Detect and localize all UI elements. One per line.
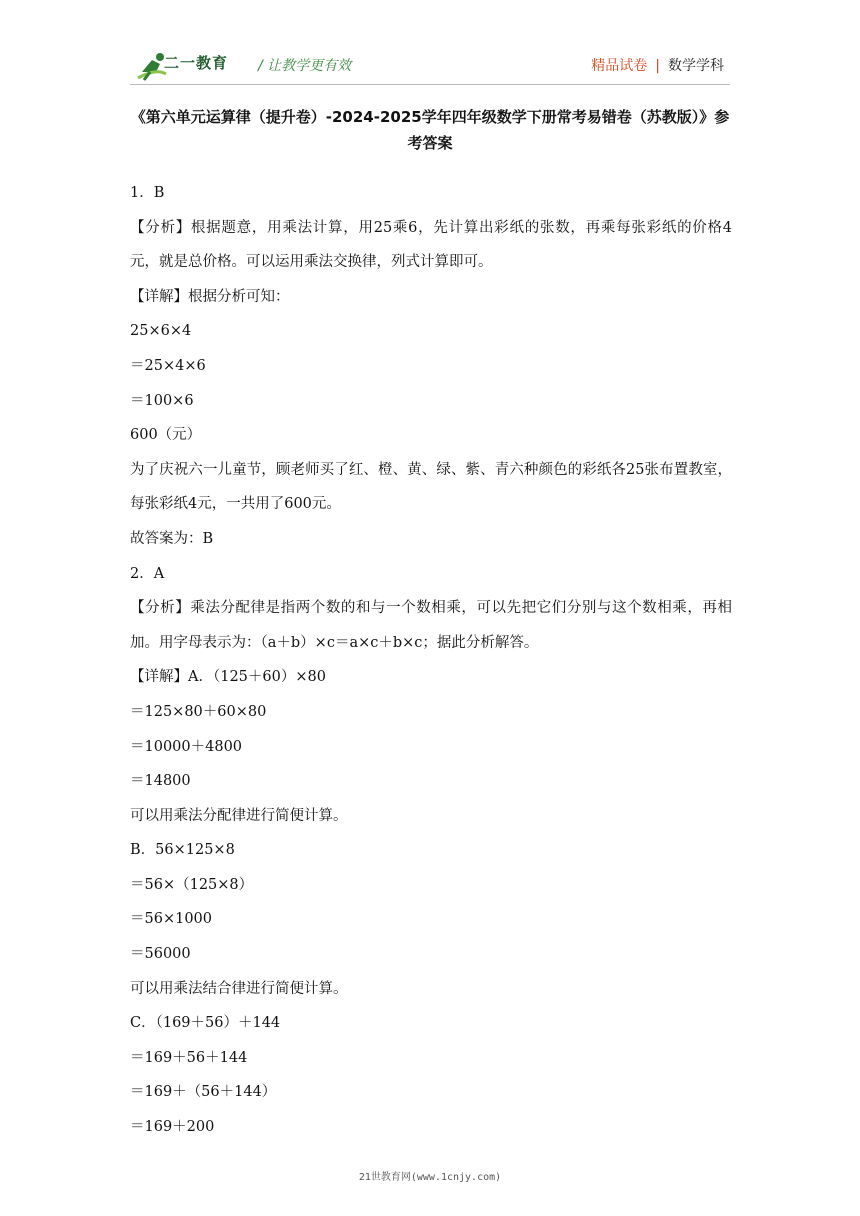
calc-line: ＝169＋56＋144 [130, 1049, 248, 1066]
note-line: 可以用乘法结合律进行简便计算。 [130, 980, 348, 997]
calc-line: ＝56×（125×8） [130, 876, 254, 893]
calc-line: ＝100×6 [130, 392, 194, 409]
header-tags [591, 55, 724, 75]
explanation-paragraph: 为了庆祝六一儿童节，顾老师买了红、橙、黄、绿、紫、青六种颜色的彩纸各25张布置教室，每张彩纸4元，一共用了600元。 [130, 461, 732, 513]
calc-line: ＝14800 [130, 773, 191, 790]
calc-line: ＝10000＋4800 [130, 738, 243, 755]
tag-separator: | [655, 58, 660, 74]
answer-line: 1．B [130, 185, 165, 201]
option-line: B．56×125×8 [130, 842, 235, 859]
subject-tag: 数学学科 [668, 58, 724, 74]
calc-line: ＝125×80＋60×80 [130, 703, 267, 720]
page-title: 《第六单元运算律（提升卷）-2024-2025学年四年级数学下册常考易错卷（苏教版）》参考答案 [130, 108, 730, 152]
option-line: C．（169＋56）＋144 [130, 1015, 281, 1032]
detail-line: 【详解】A．（125＋60）×80 [130, 669, 326, 686]
logo-text: 二一教育 [164, 54, 229, 72]
page-header [130, 44, 730, 85]
calc-line: ＝25×4×6 [130, 357, 206, 374]
note-line: 可以用乘法分配律进行简便计算。 [130, 807, 348, 824]
conclusion-line: 故答案为：B [130, 530, 214, 547]
answer-body [130, 176, 732, 1145]
calc-line: ＝169＋（56＋144） [130, 1084, 277, 1101]
calc-line: ＝169＋200 [130, 1119, 215, 1136]
analysis-paragraph: 【分析】乘法分配律是指两个数的和与一个数相乘，可以先把它们分别与这个数相乘，再相加。用字母表示为：（a＋b）×c＝a×c＋b×c；据此分析解答。 [130, 600, 732, 651]
slogan: / 让教学更有效 [258, 58, 352, 74]
analysis-paragraph: 【分析】根据题意，用乘法计算，用25乘6，先计算出彩纸的张数，再乘每张彩纸的价格4元，就是总价格。可以运用乘法交换律，列式计算即可。 [130, 219, 732, 271]
calc-line: ＝56000 [130, 946, 191, 963]
answer-line: 2．A [130, 565, 165, 582]
page-footer: 21世教育网(www.1cnjy.com) [358, 1172, 502, 1183]
calc-line: ＝56×1000 [130, 911, 213, 928]
calc-line: 25×6×4 [130, 323, 192, 340]
calc-line: 600（元） [130, 427, 202, 444]
detail-line: 【详解】根据分析可知： [130, 288, 290, 305]
featured-tag: 精品试卷 [591, 58, 648, 74]
